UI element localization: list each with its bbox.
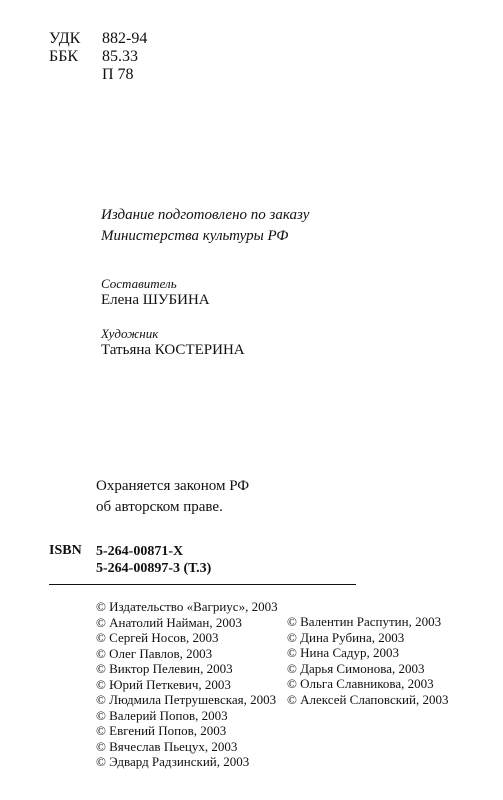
copyright-line: © Валентин Распутин, 2003 <box>287 614 442 629</box>
udk-label: УДК <box>49 30 81 47</box>
bbk-label: ББК <box>49 48 79 65</box>
separator-rule <box>49 584 356 585</box>
compiler-name: Елена ШУБИНА <box>101 292 210 308</box>
compiler-role: Составитель <box>101 276 177 291</box>
copyright-line: © Дарья Симонова, 2003 <box>287 660 425 676</box>
artist-role: Художник <box>101 326 159 341</box>
copyright-line: © Сергей Носов, 2003 <box>96 630 219 645</box>
copyright-list-left <box>96 599 278 770</box>
copyright-line: © Людмила Петрушевская, 2003 <box>96 692 277 707</box>
copyright-line: © Виктор Пелевин, 2003 <box>96 661 233 676</box>
copyright-line: © Дина Рубина, 2003 <box>287 629 405 645</box>
intro-line-1: Издание подготовлено по заказу <box>101 207 310 223</box>
copyright-line: © Евгений Попов, 2003 <box>96 723 227 738</box>
copyright-line: © Ольга Славникова, 2003 <box>287 676 434 691</box>
protection-line-1: Охраняется законом РФ <box>96 478 250 494</box>
copyright-line: © Валерий Попов, 2003 <box>96 707 228 723</box>
artist-name: Татьяна КОСТЕРИНА <box>101 342 245 358</box>
isbn-number-1: 5-264-00871-X <box>96 544 184 559</box>
bbk-value: 85.33 <box>102 48 138 65</box>
intro-line-2: Министерства культуры РФ <box>101 228 289 244</box>
copyright-line: © Анатолий Найман, 2003 <box>96 614 242 630</box>
copyright-line: © Алексей Слаповский, 2003 <box>287 691 449 707</box>
udk-value: 882-94 <box>102 30 148 47</box>
author-mark: П 78 <box>102 66 134 83</box>
copyright-line: © Нина Садур, 2003 <box>287 645 400 660</box>
copyright-line: © Эдвард Радзинский, 2003 <box>96 754 250 769</box>
isbn-number-2: 5-264-00897-3 (Т.3) <box>96 561 212 576</box>
copyright-line: © Юрий Петкевич, 2003 <box>96 676 231 692</box>
copyright-line: © Олег Павлов, 2003 <box>96 645 213 661</box>
copyright-line: © Вячеслав Пьецух, 2003 <box>96 738 238 754</box>
isbn-label: ISBN <box>49 543 82 558</box>
copyright-line: © Издательство «Вагриус», 2003 <box>96 599 278 614</box>
protection-line-2: об авторском праве. <box>96 499 223 515</box>
copyright-list-right <box>287 614 448 707</box>
